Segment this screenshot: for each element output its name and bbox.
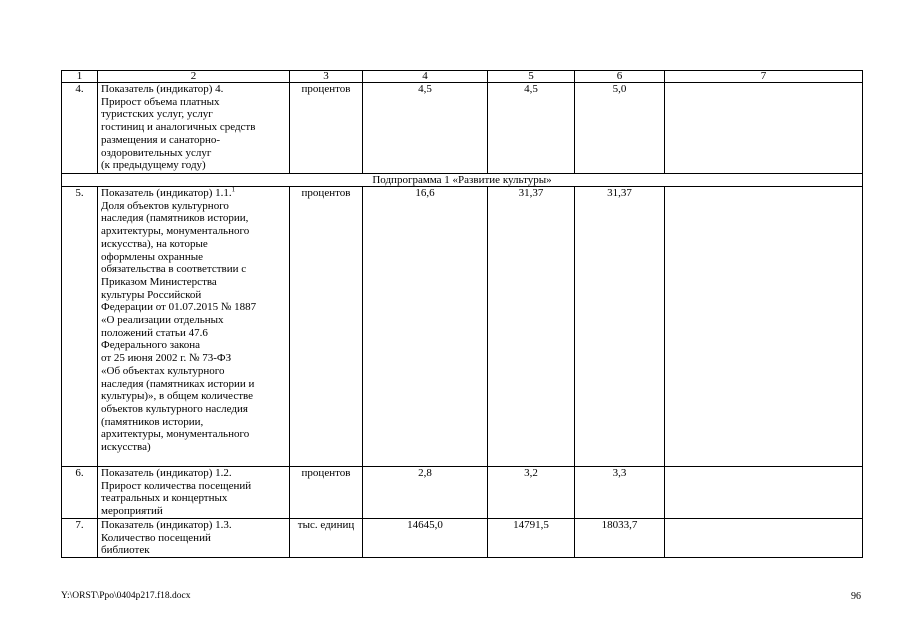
- indicator-cell: Показатель (индикатор) 4. Прирост объема платных туристских услуг, услуг гостиниц и аналогичных средств размещения и санаторно- оздоровительных услуг (к предыдущему году): [98, 83, 290, 174]
- header-col-3: 3: [290, 71, 363, 83]
- row-number: 4.: [62, 83, 98, 174]
- header-col-6: 6: [575, 71, 665, 83]
- footer-file-path: Y:\ORST\Ppo\0404p217.f18.docx: [61, 591, 191, 601]
- value-col-7: [665, 187, 863, 467]
- unit-cell: процентов: [290, 187, 363, 467]
- value-col-5: 4,5: [488, 83, 575, 174]
- value-col-4: 2,8: [363, 467, 488, 519]
- indicator-text: Доля объектов культурного наследия (памятников истории, архитектуры, монументального искусства), на которые оформлены охранные обязательства в соответствии с Приказом Министерства культуры Российской Федерации от 01.07.2015 № 1887 «О реализации отдельных положений статьи 47.6 Федерального закона от 25 июня 2002 г. № 73-ФЗ «Об объектах культурного наследия (памятниках истории и культуры)», в общем количестве объектов культурного наследия (памятников истории, архитектуры, монументального искусства): [101, 199, 257, 454]
- unit-cell: тыс. единиц: [290, 519, 363, 558]
- value-col-6: 31,37: [575, 187, 665, 467]
- indicators-table: [61, 70, 863, 558]
- value-col-7: [665, 467, 863, 519]
- value-col-6: 5,0: [575, 83, 665, 174]
- page-number: 96: [851, 591, 861, 602]
- header-col-4: 4: [363, 71, 488, 83]
- indicator-cell: [98, 187, 290, 467]
- value-col-6: 18033,7: [575, 519, 665, 558]
- value-col-6: 3,3: [575, 467, 665, 519]
- footnote-marker: 1: [231, 186, 236, 194]
- unit-cell: процентов: [290, 467, 363, 519]
- value-col-5: 14791,5: [488, 519, 575, 558]
- value-col-4: 14645,0: [363, 519, 488, 558]
- indicator-cell: Показатель (индикатор) 1.2. Прирост количества посещений театральных и концертных мероприятий: [98, 467, 290, 519]
- subprogram-title: Подпрограмма 1 «Развитие культуры»: [62, 174, 863, 187]
- column-number-row: [62, 71, 863, 83]
- value-col-7: [665, 519, 863, 558]
- row-number: 7.: [62, 519, 98, 558]
- header-col-5: 5: [488, 71, 575, 83]
- unit-cell: процентов: [290, 83, 363, 174]
- row-number: 5.: [62, 187, 98, 467]
- header-col-2: 2: [98, 71, 290, 83]
- subprogram-row: [62, 174, 863, 187]
- value-col-4: 16,6: [363, 187, 488, 467]
- row-number: 6.: [62, 467, 98, 519]
- header-col-7: 7: [665, 71, 863, 83]
- table-row: [62, 187, 863, 467]
- indicator-heading: Показатель (индикатор) 1.1.: [101, 187, 232, 199]
- table-row: [62, 467, 863, 519]
- value-col-5: 31,37: [488, 187, 575, 467]
- table-row: [62, 83, 863, 174]
- value-col-5: 3,2: [488, 467, 575, 519]
- value-col-4: 4,5: [363, 83, 488, 174]
- table-row: [62, 519, 863, 558]
- header-col-1: 1: [62, 71, 98, 83]
- value-col-7: [665, 83, 863, 174]
- indicator-cell: Показатель (индикатор) 1.3. Количество посещений библиотек: [98, 519, 290, 558]
